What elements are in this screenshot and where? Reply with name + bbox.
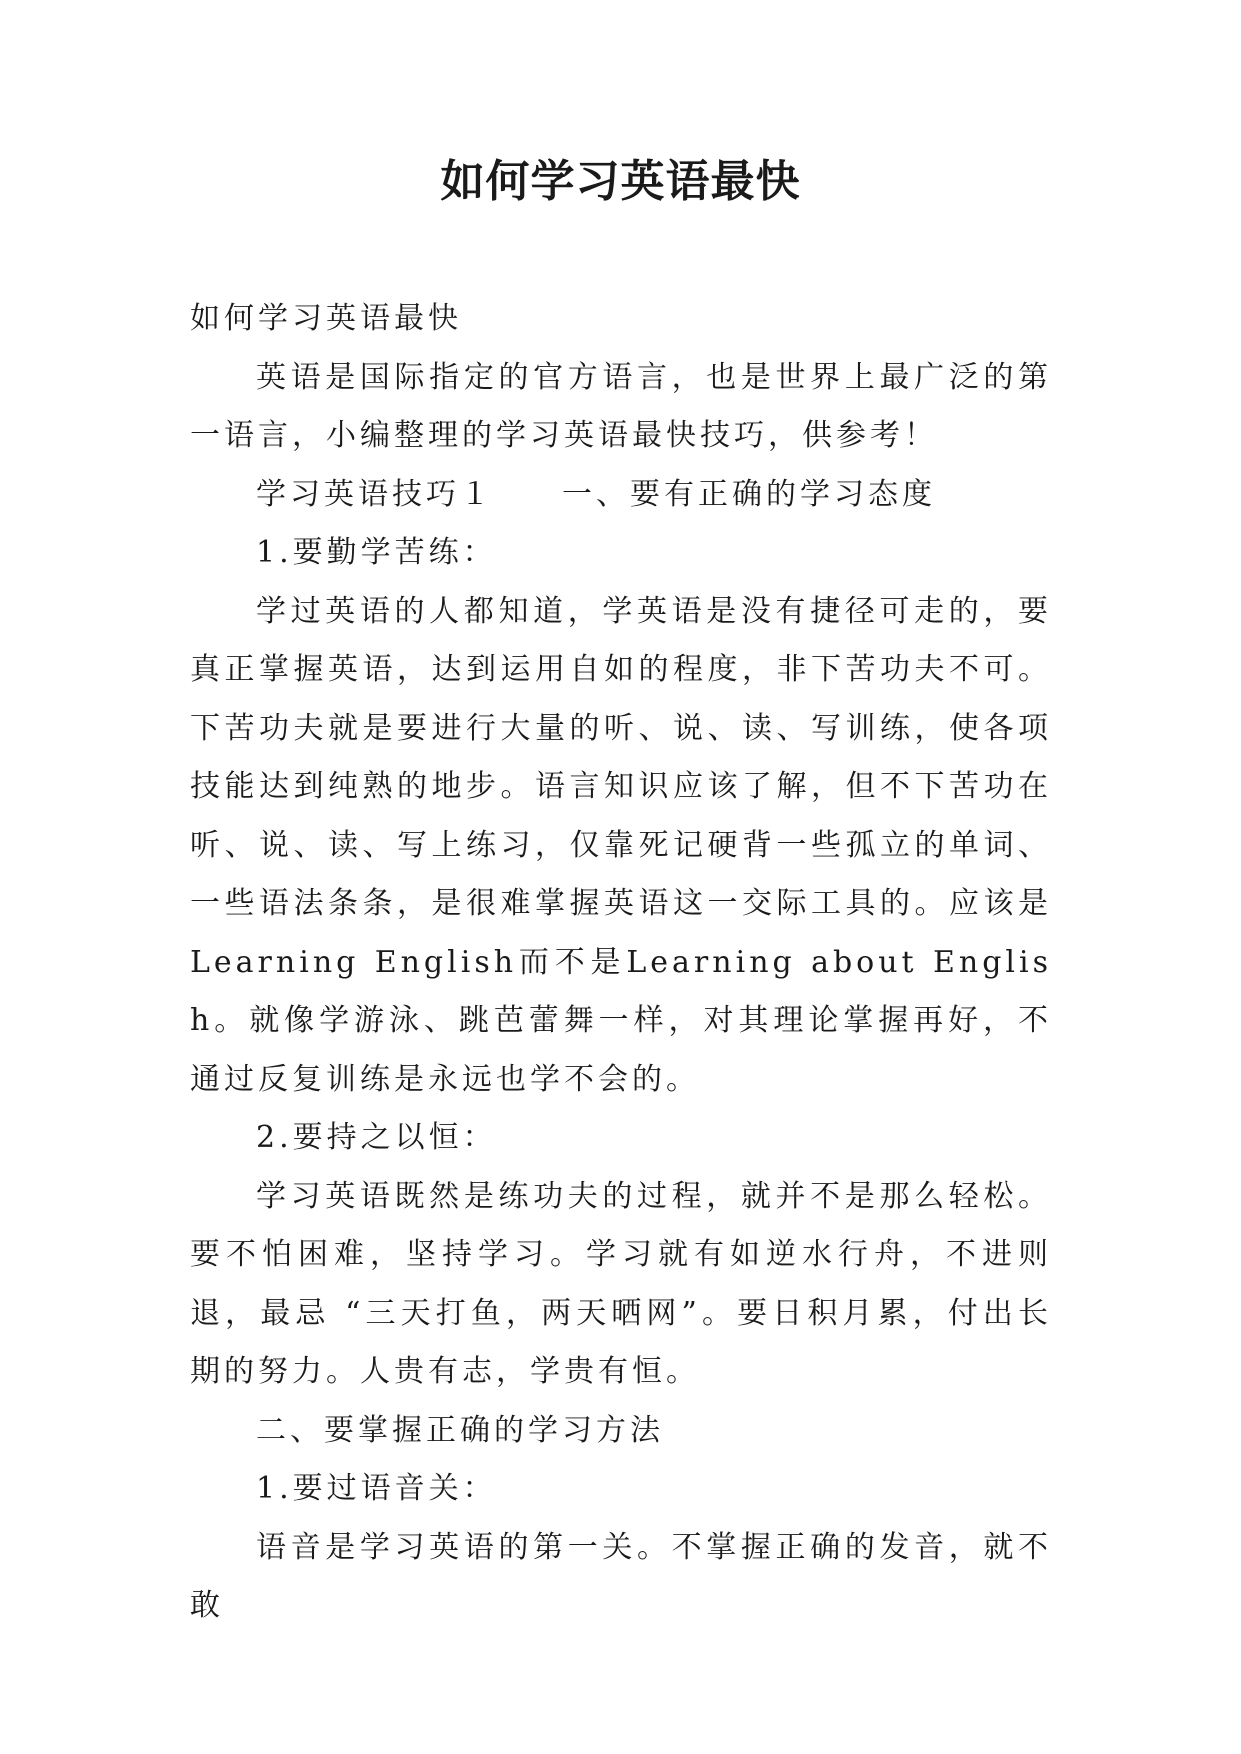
paragraph-section-heading: 二、要掌握正确的学习方法: [256, 1412, 664, 1448]
paragraph-section-heading: 学习英语技巧１ 一、要有正确的学习态度: [256, 476, 936, 512]
paragraph-intro: 英语是国际指定的官方语言，也是世界上最广泛的第一语言，小编整理的学习英语最快技巧，供参考！: [190, 359, 1052, 453]
paragraph-subtitle: 如何学习英语最快: [190, 301, 462, 336]
document-body: [190, 290, 1052, 1636]
document-title: 如何学习英语最快: [440, 156, 801, 207]
paragraph-body: 学习英语既然是练功夫的过程，就并不是那么轻松。要不怕困难，坚持学习。学习就有如逆水行舟，不进则退，最忌 “三天打鱼，两天晒网”。要日积月累，付出长期的努力。人贵有志，学贵有恒。: [190, 1178, 1052, 1389]
paragraph-point-heading: 1.要勤学苦练：: [256, 535, 497, 570]
paragraph-point-heading: 1.要过语音关：: [256, 1471, 497, 1506]
paragraph-body: 学过英语的人都知道，学英语是没有捷径可走的，要真正掌握英语，达到运用自如的程度，非下苦功夫不可。下苦功夫就是要进行大量的听、说、读、写训练，使各项技能达到纯熟的地步。语言知识应该了解，但不下苦功在听、说、读、写上练习，仅靠死记硬背一些孤立的单词、一些语法条条，是很难掌握英语这一交际工具的。应该是Learning English而不是Learning about English。就像学游泳、跳芭蕾舞一样，对其理论掌握再好，不通过反复训练是永远也学不会的。: [190, 593, 1052, 1097]
paragraph-body: 语音是学习英语的第一关。不掌握正确的发音，就不敢: [190, 1529, 1052, 1623]
paragraph-point-heading: 2.要持之以恒：: [256, 1120, 497, 1155]
